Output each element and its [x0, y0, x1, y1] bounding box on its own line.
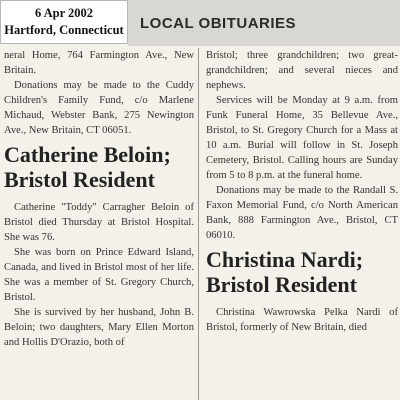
headline-line: Catherine Beloin; — [4, 142, 171, 167]
paragraph: Catherine "Toddy" Carragher Beloin of Bristol died Thursday at Bristol Hospital. She was 76. — [4, 202, 194, 243]
paragraph: Christina Wawrowska Pelka Nardi of Bristol, formerly of New Britain, died — [206, 307, 398, 333]
paragraph: neral Home, 764 Farmington Ave., New Britain. — [4, 50, 194, 76]
dateline-box — [0, 0, 128, 44]
paragraph: Donations may be made to the Cuddy Children's Family Fund, c/o Marlene Michaud, Webster Bank, 275 Newington Ave., New Britain, CT 06051. — [4, 80, 194, 136]
left-column — [4, 48, 194, 350]
headline-line: Bristol Resident — [206, 272, 357, 297]
headline-line: Christina Nardi; — [206, 247, 364, 272]
obituary-headline — [4, 142, 194, 192]
column-divider — [198, 48, 199, 400]
paragraph: Services will be Monday at 9 a.m. from Funk Funeral Home, 35 Bellevue Ave., Bristol, to St. Gregory Church for a Mass at 10 a.m. Burial will follow in St. Joseph Cemetery, Bristol. Calling hours are Sunday from 5 to 8 p.m. at the funeral home. — [206, 95, 398, 181]
publication-date: 6 Apr 2002 — [34, 6, 94, 20]
publication-place: Hartford, Connecticut — [4, 23, 124, 37]
section-header — [128, 0, 400, 46]
section-title: LOCAL OBITUARIES — [140, 15, 297, 32]
right-column — [206, 48, 398, 335]
headline-line: Bristol Resident — [4, 167, 155, 192]
paragraph: Bristol; three grandchildren; two great-grandchildren; and several nieces and nephews. — [206, 50, 398, 91]
paragraph: She is survived by her husband, John B. Beloin; two daughters, Mary Ellen Morton and Hollis D'Orazio, both of — [4, 307, 194, 348]
obituary-headline — [206, 247, 398, 297]
paragraph: Donations may be made to the Randall S. Faxon Memorial Fund, c/o North American Bank, 888 Farmington Ave., Bristol, CT 06010. — [206, 185, 398, 241]
paragraph: She was born on Prince Edward Island, Canada, and lived in Bristol most of her life. She was a member of St. Gregory Church, Bristol. — [4, 247, 194, 303]
